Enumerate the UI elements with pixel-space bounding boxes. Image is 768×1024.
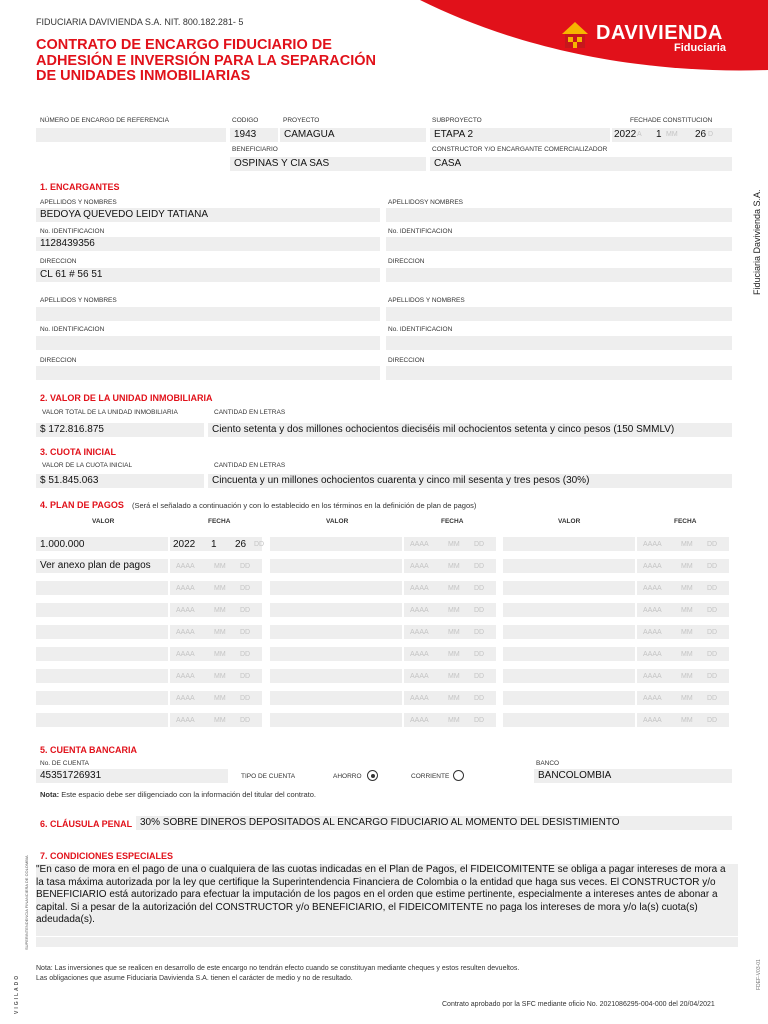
date-placeholder: MM xyxy=(681,651,693,658)
condiciones-text: "En caso de mora en el pago de una o cualquiera de las cuotas indicadas en el Plan de Pagos, el FIDEICOMITENTE se obliga a pagar intereses de mora a la tasa máxima autorizada por la ley que certifique la Superintendencia Financiera de Colombia o la entidad que haga sus veces. El CONSTRUCTOR y/o BENEFICIARIO está autorizado para efectuar la imputación de los pagos en el orden que estime pertinente, especialmente a intereses antes de abonar a capital. Si a pesar de la autorización del CONSTRUCTOR y/o BENEFICIARIO, el FIDEICOMITENTE no paga los intereses de mora y/o la(s) cuota(s) adeudada(s). xyxy=(36,864,726,925)
date-placeholder: MM xyxy=(681,673,693,680)
date-placeholder: AAAA xyxy=(176,673,195,680)
plan-valor-field[interactable] xyxy=(270,713,402,727)
logo-wordmark: DAVIVIENDA xyxy=(596,22,723,44)
date-placeholder: MM xyxy=(214,629,226,636)
section-cuota-title: 3. CUOTA INICIAL xyxy=(40,447,116,457)
ref-number-label: NÚMERO DE ENCARGO DE REFERENCIA xyxy=(40,117,169,124)
date-placeholder: DD xyxy=(240,629,251,636)
id-label-1: No. IDENTIFICACION xyxy=(40,228,105,235)
date-placeholder: AAAA xyxy=(643,695,662,702)
proyecto-value: CAMAGUA xyxy=(284,129,335,140)
footer-approved: Contrato aprobado por la SFC mediante oficio No. 2021086295-004-000 del 20/04/2021 xyxy=(442,1001,715,1008)
tipo-cuenta-label: TIPO DE CUENTA xyxy=(241,773,296,780)
fecha-month: 1 xyxy=(656,129,662,140)
cuota-letras-label: CANTIDAD EN LETRAS xyxy=(214,462,286,469)
contract-title: CONTRATO DE ENCARGO FIDUCIARIO DE ADHESIÓN E INVERSIÓN PARA LA SEPARACIÓN DE UNIDADES INMOBILIARIAS xyxy=(36,37,376,84)
date-placeholder: AAAA xyxy=(176,585,195,592)
vigilado-text: VIGILADO xyxy=(14,973,20,1014)
cuota-letras: Cincuenta y un millones ochocientos cuarenta y cinco mil sesenta y tres pesos (30%) xyxy=(212,475,590,486)
date-placeholder: AAAA xyxy=(643,717,662,724)
valor-total-label: VALOR TOTAL DE LA UNIDAD INMOBILIARIA xyxy=(42,409,178,416)
plan-valor-field[interactable] xyxy=(270,559,402,573)
date-placeholder: MM xyxy=(448,695,460,702)
company-nit: FIDUCIARIA DAVIVIENDA S.A. NIT. 800.182.281- 5 xyxy=(36,17,244,27)
date-placeholder: AAAA xyxy=(410,651,429,658)
clausula-text: 30% SOBRE DINEROS DEPOSITADOS AL ENCARGO FIDUCIARIO AL MOMENTO DEL DESISTIMIENTO xyxy=(140,817,620,828)
plan-valor-field[interactable] xyxy=(503,691,635,705)
apellidos-label-1: APELLIDOS Y NOMBRES xyxy=(40,199,117,206)
subproyecto-label: SUBPROYECTO xyxy=(432,117,482,124)
plan-valor-field[interactable] xyxy=(270,625,402,639)
encargante4-id-field[interactable] xyxy=(386,336,732,350)
date-placeholder: AAAA xyxy=(410,673,429,680)
plan-subtitle: (Será el señalado a continuación y con lo establecido en los términos en la definición de plan de pagos) xyxy=(132,501,477,510)
date-placeholder: MM xyxy=(448,607,460,614)
dir-label-4: DIRECCION xyxy=(388,357,425,364)
date-placeholder: DD xyxy=(474,651,485,658)
logo-subtitle: Fiduciaria xyxy=(674,42,726,54)
date-placeholder: AAAA xyxy=(410,563,429,570)
date-placeholder: MM xyxy=(448,629,460,636)
encargante2-id-field[interactable] xyxy=(386,237,732,251)
date-placeholder: MM xyxy=(214,673,226,680)
date-placeholder: MM xyxy=(448,541,460,548)
date-placeholder: MM xyxy=(681,607,693,614)
date-placeholder: MM xyxy=(448,651,460,658)
section-encargantes-title: 1. ENCARGANTES xyxy=(40,182,120,192)
encargante2-name-field[interactable] xyxy=(386,208,732,222)
banco-label: BANCO xyxy=(536,760,560,767)
plan-col-valor-1: VALOR xyxy=(92,518,115,525)
date-placeholder: AAAA xyxy=(176,629,195,636)
date-placeholder: MM xyxy=(214,563,226,570)
encargante4-name-field[interactable] xyxy=(386,307,732,321)
section-clausula-title: 6. CLÁUSULA PENAL xyxy=(40,819,133,829)
encargante4-address-field[interactable] xyxy=(386,366,732,380)
date-placeholder: MM xyxy=(214,607,226,614)
superintendencia-text: SUPERINTENDENCIA FINANCIERA DE COLOMBIA xyxy=(24,855,29,950)
section-condiciones-title: 7. CONDICIONES ESPECIALES xyxy=(40,851,174,861)
date-placeholder: DD xyxy=(474,607,485,614)
ahorro-radio[interactable] xyxy=(367,770,378,781)
dir-label-3: DIRECCION xyxy=(40,357,77,364)
plan-valor-field[interactable] xyxy=(503,669,635,683)
plan-valor-field[interactable] xyxy=(503,603,635,617)
date-placeholder: AAAA xyxy=(176,717,195,724)
plan-valor-field[interactable] xyxy=(270,581,402,595)
date-placeholder: AAAA xyxy=(176,607,195,614)
date-placeholder: DD xyxy=(474,695,485,702)
date-placeholder: MM xyxy=(448,563,460,570)
date-placeholder: MM xyxy=(214,717,226,724)
codigo-value: 1943 xyxy=(234,129,257,140)
date-placeholder: DD xyxy=(474,629,485,636)
plan-valor-field[interactable] xyxy=(503,625,635,639)
plan-col-fecha-1: FECHA xyxy=(208,518,231,525)
fecha-year: 2022 xyxy=(614,129,637,140)
date-placeholder: DD xyxy=(707,651,718,658)
date-placeholder: AAAA xyxy=(643,651,662,658)
date-placeholder: DD xyxy=(474,717,485,724)
plan-valor-field[interactable] xyxy=(503,537,635,551)
dir-label-2: DIRECCION xyxy=(388,258,425,265)
valor-letras: Ciento setenta y dos millones ochocientos dieciséis mil ochocientos setenta y cinco pesos (150 SMMLV) xyxy=(212,424,675,435)
plan-valor-field[interactable] xyxy=(503,581,635,595)
fecha-day: 26 xyxy=(695,129,707,140)
plan-valor-field[interactable] xyxy=(270,647,402,661)
dir-label-1: DIRECCION xyxy=(40,258,77,265)
date-placeholder: MM xyxy=(681,695,693,702)
date-placeholder: DD xyxy=(474,541,485,548)
date-placeholder: MM xyxy=(681,541,693,548)
date-placeholder: AAAA xyxy=(643,563,662,570)
date-placeholder: DD xyxy=(707,607,718,614)
house-logo-icon xyxy=(558,18,592,52)
fecha-year-placeholder: A xyxy=(637,131,642,138)
plan-row2-valor: Ver anexo plan de pagos xyxy=(40,560,151,571)
plan-col-fecha-2: FECHA xyxy=(441,518,464,525)
ahorro-label: AHORRO xyxy=(333,773,362,780)
encargante3-id-field[interactable] xyxy=(36,336,380,350)
date-placeholder: DD xyxy=(707,629,718,636)
encargante1-name: BEDOYA QUEVEDO LEIDY TATIANA xyxy=(40,209,209,220)
plan-valor-field[interactable] xyxy=(36,603,168,617)
plan-valor-field[interactable] xyxy=(270,537,402,551)
date-placeholder: AAAA xyxy=(410,695,429,702)
plan-row1-year: 2022 xyxy=(173,539,196,550)
subproyecto-value: ETAPA 2 xyxy=(434,129,474,140)
date-placeholder: AAAA xyxy=(643,607,662,614)
date-placeholder: AAAA xyxy=(410,717,429,724)
constructor-label: CONSTRUCTOR Y/O ENCARGANTE COMERCIALIZADOR xyxy=(432,146,608,153)
date-placeholder: DD xyxy=(707,541,718,548)
date-placeholder: AAAA xyxy=(176,651,195,658)
beneficiario-value: OSPINAS Y CIA SAS xyxy=(234,158,330,169)
plan-row1-month: 1 xyxy=(211,539,217,550)
plan-valor-field[interactable] xyxy=(503,559,635,573)
date-placeholder: DD xyxy=(254,541,265,548)
date-placeholder: MM xyxy=(214,585,226,592)
date-placeholder: MM xyxy=(681,629,693,636)
date-placeholder: MM xyxy=(681,563,693,570)
date-placeholder: DD xyxy=(240,651,251,658)
corriente-radio[interactable] xyxy=(453,770,464,781)
date-placeholder: AAAA xyxy=(643,673,662,680)
encargante2-address-field[interactable] xyxy=(386,268,732,282)
section-valor-title: 2. VALOR DE LA UNIDAD INMOBILIARIA xyxy=(40,393,213,403)
plan-row1-valor: 1.000.000 xyxy=(40,539,85,550)
date-placeholder: DD xyxy=(707,673,718,680)
date-placeholder: DD xyxy=(707,695,718,702)
date-placeholder: AAAA xyxy=(410,607,429,614)
constructor-value: CASA xyxy=(434,158,462,169)
date-placeholder: DD xyxy=(474,563,485,570)
encargante3-address-field[interactable] xyxy=(36,366,380,380)
fecha-day-placeholder: D xyxy=(708,131,714,138)
date-placeholder: AAAA xyxy=(643,541,662,548)
date-placeholder: DD xyxy=(707,585,718,592)
plan-row1-day: 26 xyxy=(235,539,247,550)
plan-valor-field[interactable] xyxy=(36,581,168,595)
date-placeholder: DD xyxy=(240,673,251,680)
date-placeholder: MM xyxy=(214,695,226,702)
date-placeholder: MM xyxy=(448,673,460,680)
apellidos-label-4: APELLIDOS Y NOMBRES xyxy=(388,297,465,304)
cuenta-numero: 45351726931 xyxy=(40,770,102,781)
id-label-4: No. IDENTIFICACION xyxy=(388,326,453,333)
plan-valor-field[interactable] xyxy=(503,713,635,727)
ref-number-field[interactable] xyxy=(36,128,226,142)
corriente-label: CORRIENTE xyxy=(411,773,450,780)
proyecto-label: PROYECTO xyxy=(283,117,320,124)
cuota-valor: $ 51.845.063 xyxy=(40,475,99,486)
section-cuenta-title: 5. CUENTA BANCARIA xyxy=(40,745,138,755)
valor-letras-label: CANTIDAD EN LETRAS xyxy=(214,409,286,416)
date-placeholder: MM xyxy=(214,651,226,658)
date-placeholder: MM xyxy=(681,717,693,724)
codigo-label: CODIGO xyxy=(232,117,259,124)
plan-valor-field[interactable] xyxy=(503,647,635,661)
plan-col-valor-2: VALOR xyxy=(326,518,349,525)
fecha-constitucion-label: FECHADE CONSTITUCION xyxy=(630,117,713,124)
apellidos-label-2: APELLIDOSY NOMBRES xyxy=(388,199,464,206)
date-placeholder: DD xyxy=(240,717,251,724)
date-placeholder: MM xyxy=(681,585,693,592)
plan-valor-field[interactable] xyxy=(270,691,402,705)
date-placeholder: DD xyxy=(240,585,251,592)
id-label-2: No. IDENTIFICACION xyxy=(388,228,453,235)
banco-value: BANCOLOMBIA xyxy=(538,770,612,781)
constructor-field[interactable] xyxy=(430,157,732,171)
date-placeholder: DD xyxy=(240,563,251,570)
date-placeholder: AAAA xyxy=(410,541,429,548)
date-placeholder: DD xyxy=(474,585,485,592)
date-placeholder: AAAA xyxy=(410,585,429,592)
encargante3-name-field[interactable] xyxy=(36,307,380,321)
section-plan-title: 4. PLAN DE PAGOS xyxy=(40,500,124,510)
side-company-text: Fiduciaria Davivienda S.A. xyxy=(752,189,762,295)
date-placeholder: AAAA xyxy=(176,563,195,570)
cuenta-numero-label: No. DE CUENTA xyxy=(40,760,89,767)
date-placeholder: AAAA xyxy=(176,695,195,702)
date-placeholder: AAAA xyxy=(643,629,662,636)
footer-note-1: Nota: Las inversiones que se realicen en desarrollo de este encargo no tendrán efecto cuando se constituyan mediante cheques y estos resulten devueltos. xyxy=(36,965,520,972)
plan-valor-field[interactable] xyxy=(270,669,402,683)
date-placeholder: DD xyxy=(240,695,251,702)
encargante1-address: CL 61 # 56 51 xyxy=(40,269,103,280)
cuenta-note: Nota: Este espacio debe ser diligenciado con la información del titular del contrato. xyxy=(40,790,316,799)
id-label-3: No. IDENTIFICACION xyxy=(40,326,105,333)
apellidos-label-3: APELLIDOS Y NOMBRES xyxy=(40,297,117,304)
plan-valor-field[interactable] xyxy=(36,647,168,661)
date-placeholder: DD xyxy=(707,717,718,724)
plan-col-fecha-3: FECHA xyxy=(674,518,697,525)
footer-note-2: Las obligaciones que asume Fiduciaria Davivienda S.A. tienen el carácter de medio y no de resultado. xyxy=(36,975,353,982)
encargante1-id: 1128439356 xyxy=(40,238,95,249)
date-placeholder: MM xyxy=(448,717,460,724)
date-placeholder: MM xyxy=(448,585,460,592)
valor-total: $ 172.816.875 xyxy=(40,424,104,435)
fecha-month-placeholder: MM xyxy=(666,131,678,138)
davivienda-logo xyxy=(556,18,740,58)
date-placeholder: DD xyxy=(240,607,251,614)
beneficiario-label: BENEFICIARIO xyxy=(232,146,278,153)
date-placeholder: AAAA xyxy=(410,629,429,636)
date-placeholder: DD xyxy=(707,563,718,570)
condiciones-extra-line[interactable] xyxy=(36,937,738,947)
date-placeholder: AAAA xyxy=(643,585,662,592)
form-code: FDEF-V03-01 xyxy=(756,959,762,990)
plan-valor-field[interactable] xyxy=(36,625,168,639)
plan-valor-field[interactable] xyxy=(36,669,168,683)
plan-valor-field[interactable] xyxy=(36,713,168,727)
plan-col-valor-3: VALOR xyxy=(558,518,581,525)
date-placeholder: DD xyxy=(474,673,485,680)
plan-valor-field[interactable] xyxy=(36,691,168,705)
plan-valor-field[interactable] xyxy=(270,603,402,617)
cuota-valor-label: VALOR DE LA CUOTA INICIAL xyxy=(42,462,133,469)
